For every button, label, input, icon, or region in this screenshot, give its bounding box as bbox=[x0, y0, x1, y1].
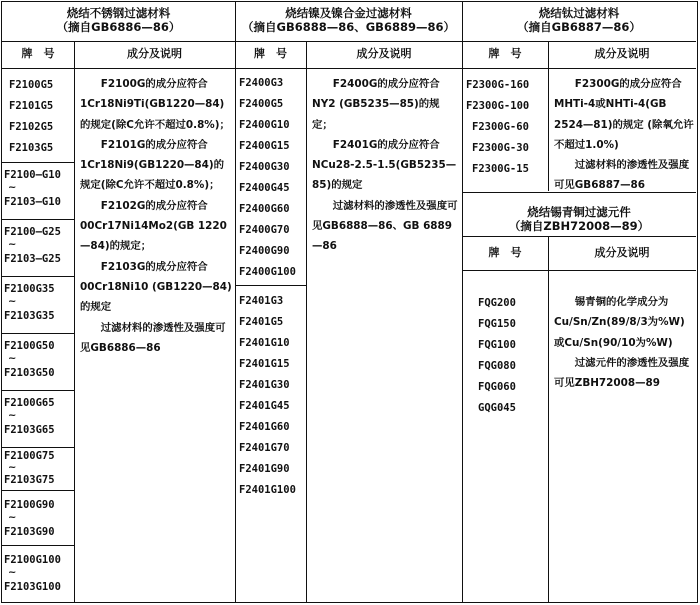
row-rule bbox=[2, 390, 74, 391]
grade-code: F2100—G25 bbox=[4, 226, 61, 238]
grade-code: F2400G30 bbox=[239, 161, 290, 173]
range-tilde: ~ bbox=[8, 182, 17, 193]
grade-code: F2401G45 bbox=[239, 400, 290, 412]
col-header-desc: 成分及说明 bbox=[127, 47, 182, 60]
grade-code: F2103G100 bbox=[4, 581, 61, 593]
grade-code: F2401G30 bbox=[239, 379, 290, 391]
composition-notes-bronze bbox=[554, 292, 694, 393]
note-paragraph: F2400G的成分应符合NY2 (GB5235—85)的规定； bbox=[312, 78, 440, 131]
grade-code: F2401G15 bbox=[239, 358, 290, 370]
grade-code: F2100G35 bbox=[4, 283, 55, 295]
grade-code: F2400G100 bbox=[239, 266, 296, 278]
column-divider bbox=[306, 41, 307, 602]
note-paragraph: F2102G的成分应符合00Cr17Ni14Mo2(GB 1220—84)的规定； bbox=[80, 199, 227, 253]
row-rule bbox=[2, 219, 74, 220]
column-divider bbox=[74, 41, 75, 602]
section-divider bbox=[235, 2, 236, 602]
grade-code: FQG150 bbox=[478, 318, 516, 330]
col-header-desc: 成分及说明 bbox=[594, 246, 650, 259]
title-rule bbox=[2, 41, 696, 42]
row-rule bbox=[235, 285, 306, 286]
note-paragraph: 过滤材料的渗透性及强度可见GB6886—86 bbox=[80, 321, 226, 354]
grade-code: F2300G-60 bbox=[472, 121, 529, 133]
grade-code: F2300G-15 bbox=[472, 163, 529, 175]
grade-code: F2400G90 bbox=[239, 245, 290, 257]
col-header-grade: 牌 号 bbox=[488, 47, 522, 60]
grade-code: F2100—G10 bbox=[4, 169, 61, 181]
grade-code: F2401G70 bbox=[239, 442, 290, 454]
grade-code: F2100G90 bbox=[4, 499, 55, 511]
grade-code: F2401G100 bbox=[239, 484, 296, 496]
grade-code: F2400G15 bbox=[239, 140, 290, 152]
grade-code: F2103—G25 bbox=[4, 253, 61, 265]
grade-code: F2401G5 bbox=[239, 316, 284, 328]
grade-code: FQG080 bbox=[478, 360, 516, 372]
grade-code: GQG045 bbox=[478, 402, 516, 414]
row-rule bbox=[2, 490, 74, 491]
row-rule bbox=[2, 447, 74, 448]
note-paragraph: 锡青铜的化学成分为Cu/Sn/Zn(89/8/3为%W) 或Cu/Sn(90/10为%W) bbox=[554, 296, 685, 349]
note-paragraph: 过滤元件的渗透性及强度可见ZBH72008—89 bbox=[554, 356, 690, 390]
range-tilde: ~ bbox=[8, 512, 17, 523]
composition-notes-titanium bbox=[554, 74, 694, 196]
note-paragraph: F2401G的成分应符合NCu28-2.5-1.5(GB5235—85)的规定 bbox=[312, 138, 457, 192]
note-paragraph: F2100G的成分应符合1Cr18Ni9Ti(GB1220—84)的规定(除C允许不超过0.8%)； bbox=[80, 78, 230, 131]
grade-code: F2300G-160 bbox=[466, 79, 530, 91]
grade-code: F2300G-100 bbox=[466, 100, 530, 112]
col-header-grade: 牌 号 bbox=[21, 47, 55, 60]
grade-code: FQG100 bbox=[478, 339, 516, 351]
grade-code: F2100G75 bbox=[4, 450, 55, 462]
grade-code: F2401G90 bbox=[239, 463, 290, 475]
bronze-title-rule bbox=[462, 236, 696, 237]
grade-code: F2101G5 bbox=[9, 100, 54, 112]
note-paragraph: 过滤材料的渗透性及强度可见GB6887—86 bbox=[554, 159, 690, 192]
grade-code: F2400G60 bbox=[239, 203, 290, 215]
range-tilde: ~ bbox=[8, 353, 17, 364]
row-rule bbox=[2, 276, 74, 277]
column-divider bbox=[548, 236, 549, 602]
column-divider bbox=[548, 41, 549, 191]
grade-code: F2300G-30 bbox=[472, 142, 529, 154]
section-title-nickel: 烧结镍及镍合金过滤材料 （摘自GB6888—86、GB6889—86） bbox=[242, 6, 455, 34]
row-rule bbox=[2, 333, 74, 334]
grade-code: F2401G3 bbox=[239, 295, 284, 307]
col-header-desc: 成分及说明 bbox=[356, 47, 412, 60]
grade-code: F2100G65 bbox=[4, 397, 55, 409]
section-title-bronze: 烧结锡青铜过滤元件 （摘自ZBH72008—89） bbox=[508, 205, 650, 233]
row-rule bbox=[2, 162, 74, 163]
grade-code: F2103G75 bbox=[4, 474, 55, 486]
grade-code: F2400G5 bbox=[239, 98, 284, 110]
grade-code: F2400G10 bbox=[239, 119, 290, 131]
grade-code: F2400G70 bbox=[239, 224, 290, 236]
grade-code: F2103G50 bbox=[4, 367, 55, 379]
grade-code: F2103G35 bbox=[4, 310, 55, 322]
grade-code: F2100G5 bbox=[9, 79, 54, 91]
note-paragraph: F2101G的成分应符合1Cr18Ni9(GB1220—84)的规定(除C允许不超过0.8%)； bbox=[80, 138, 225, 192]
range-tilde: ~ bbox=[8, 296, 17, 307]
col-header-grade: 牌 号 bbox=[488, 246, 522, 259]
grade-code: F2103G5 bbox=[9, 142, 54, 154]
range-tilde: ~ bbox=[8, 567, 17, 578]
grade-code: FQG060 bbox=[478, 381, 516, 393]
header-rule bbox=[2, 68, 696, 69]
col-header-grade: 牌 号 bbox=[254, 47, 287, 60]
section-divider bbox=[462, 2, 463, 602]
col-header-desc: 成分及说明 bbox=[594, 47, 650, 60]
row-rule bbox=[2, 545, 74, 546]
grade-code: F2103G65 bbox=[4, 424, 55, 436]
range-tilde: ~ bbox=[8, 462, 17, 473]
section-title-stainless: 烧结不锈钢过滤材料 （摘自GB6886—86） bbox=[56, 6, 181, 34]
composition-notes-nickel bbox=[312, 74, 459, 257]
composition-notes-stainless bbox=[80, 74, 232, 358]
grade-code: F2400G45 bbox=[239, 182, 290, 194]
grade-code: F2401G60 bbox=[239, 421, 290, 433]
range-tilde: ~ bbox=[8, 239, 17, 250]
grade-code: F2401G10 bbox=[239, 337, 290, 349]
range-tilde: ~ bbox=[8, 410, 17, 421]
grade-code: F2103—G10 bbox=[4, 196, 61, 208]
grade-code: F2100G50 bbox=[4, 340, 55, 352]
note-paragraph: F2300G的成分应符合MHTi-4或NHTi-4(GB 2524—81)的规定 (除氧允许不超过1.0%) bbox=[554, 78, 694, 151]
bronze-header-rule bbox=[462, 270, 696, 271]
filter-material-table bbox=[1, 1, 698, 603]
grade-code: F2103G90 bbox=[4, 526, 55, 538]
grade-code: F2400G3 bbox=[239, 77, 284, 89]
grade-code: FQG200 bbox=[478, 297, 516, 309]
section-title-titanium: 烧结钛过滤材料 （摘自GB6887—86） bbox=[517, 6, 641, 34]
grade-code: F2102G5 bbox=[9, 121, 54, 133]
note-paragraph: 过滤材料的渗透性及强度可见GB6888—86、GB 6889—86 bbox=[312, 199, 458, 253]
grade-code: F2100G100 bbox=[4, 554, 61, 566]
note-paragraph: F2103G的成分应符合00Cr18Ni10 (GB1220—84)的规定 bbox=[80, 260, 232, 314]
